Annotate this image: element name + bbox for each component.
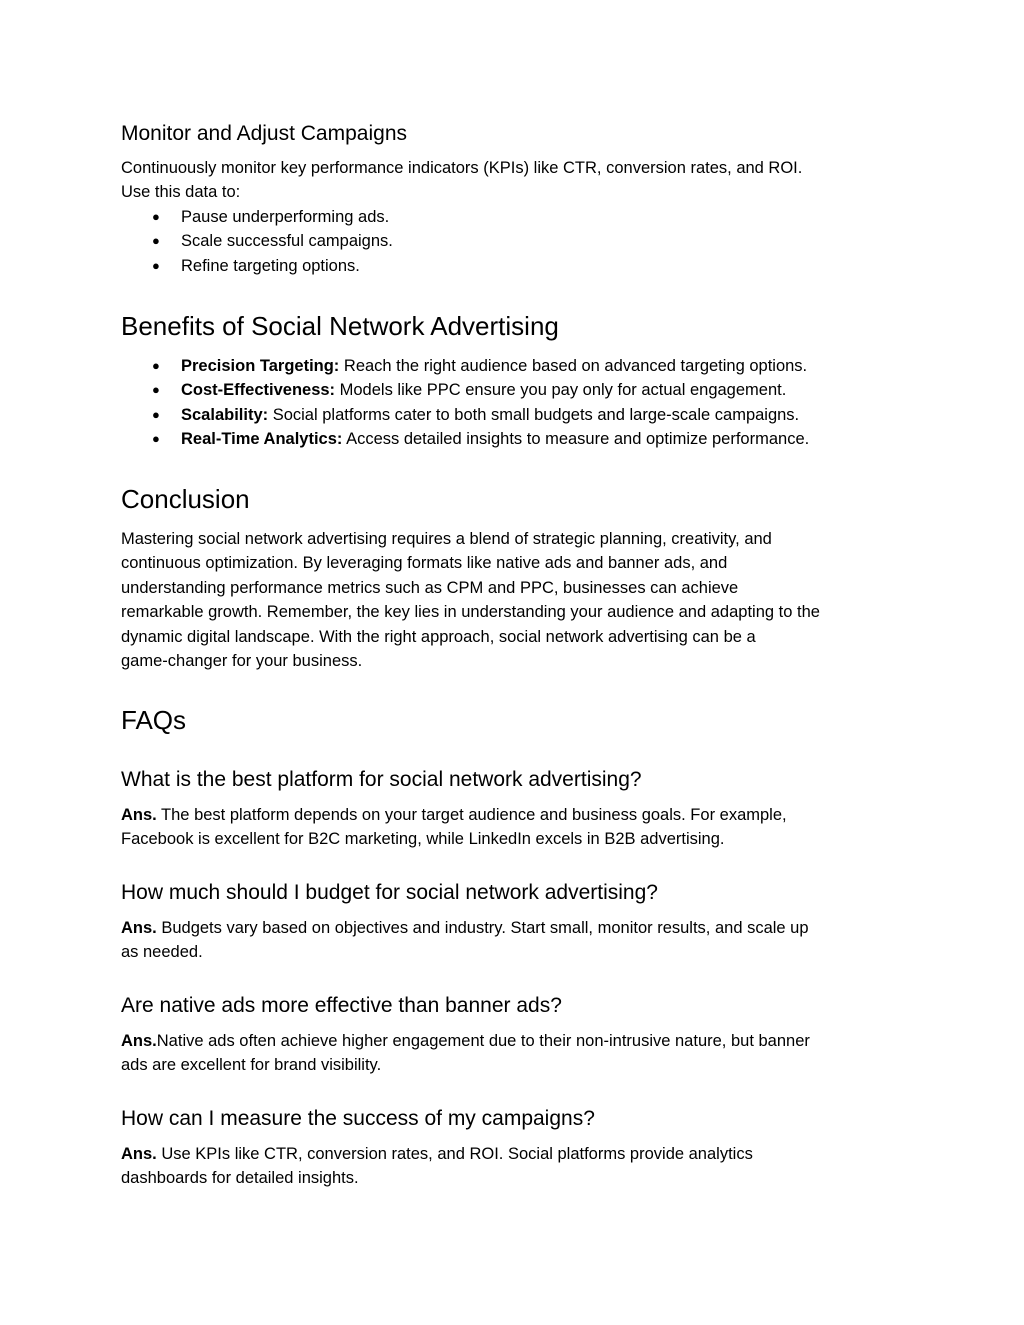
- monitor-paragraph-2: Use this data to:: [121, 183, 241, 201]
- faq-answer: Ans. The best platform depends on your target audience and business goals. For example, Facebook is excellent for B2C marketing, while LinkedIn excels in B2B advertising.: [121, 806, 787, 849]
- section-heading-faqs: FAQs: [121, 705, 187, 735]
- bullet-icon: ●: [152, 406, 160, 422]
- term-label: Precision Targeting:: [181, 357, 340, 375]
- faq-question: Are native ads more effective than banner ads?: [121, 994, 562, 1017]
- conclusion-paragraph: Mastering social network advertising requires a blend of strategic planning, creativity, and continuous optimization. By leveraging formats like native ads and banner ads, and understanding performance metrics such as CPM and PPC, businesses can achieve remarkable growth. Remember, the key lies in understanding your audience and adapting to the dynamic digital landscape. With the right approach, social network advertising can be a game-changer for your business.: [121, 530, 820, 671]
- bullet-icon: ●: [152, 358, 160, 373]
- term-label: Scalability:: [181, 405, 269, 424]
- ans-label: Ans.: [121, 1145, 157, 1163]
- bullet-icon: ●: [152, 382, 160, 398]
- faq-answer: Ans. Budgets vary based on objectives and industry. Start small, monitor results, and scale up as needed.: [121, 919, 809, 962]
- ans-label: Ans.: [121, 919, 157, 937]
- ans-label: Ans.: [121, 1032, 157, 1050]
- list-item: ● Pause underperforming ads.: [121, 205, 911, 229]
- monitor-paragraph: Continuously monitor key performance indicators (KPIs) like CTR, conversion rates, and ROI.: [121, 159, 803, 177]
- section-heading-monitor: Monitor and Adjust Campaigns: [121, 122, 407, 145]
- faq-question: What is the best platform for social network advertising?: [121, 768, 642, 791]
- section-heading-conclusion: Conclusion: [121, 484, 250, 514]
- list-item: ● Refine targeting options.: [121, 254, 911, 278]
- benefits-list: [121, 354, 911, 452]
- term-label: Cost-Effectiveness:: [181, 381, 336, 400]
- bullet-icon: ●: [152, 233, 160, 249]
- list-item: ● Real-Time Analytics: Access detailed insights to measure and optimize performance.: [121, 427, 911, 451]
- list-item: ● Cost-Effectiveness: Models like PPC ensure you pay only for actual engagement.: [121, 378, 911, 402]
- monitor-list: [121, 205, 911, 278]
- section-heading-benefits: Benefits of Social Network Advertising: [121, 311, 559, 341]
- list-item: ● Precision Targeting: Reach the right audience based on advanced targeting options.: [121, 354, 911, 378]
- ans-label: Ans.: [121, 806, 157, 824]
- bullet-icon: ●: [152, 431, 160, 447]
- list-item: ● Scalability: Social platforms cater to both small budgets and large-scale campaigns.: [121, 403, 911, 427]
- faq-answer: Ans. Use KPIs like CTR, conversion rates, and ROI. Social platforms provide analytics dashboards for detailed insights.: [121, 1145, 753, 1188]
- faq-question: How can I measure the success of my campaigns?: [121, 1107, 595, 1130]
- bullet-icon: ●: [152, 257, 160, 273]
- faq-question: How much should I budget for social network advertising?: [121, 881, 658, 904]
- faq-answer: Ans.Native ads often achieve higher engagement due to their non-intrusive nature, but banner ads are excellent for brand visibility.: [121, 1032, 810, 1075]
- term-label: Real-Time Analytics:: [181, 430, 343, 449]
- list-item: ● Scale successful campaigns.: [121, 229, 911, 253]
- bullet-icon: ●: [152, 209, 160, 224]
